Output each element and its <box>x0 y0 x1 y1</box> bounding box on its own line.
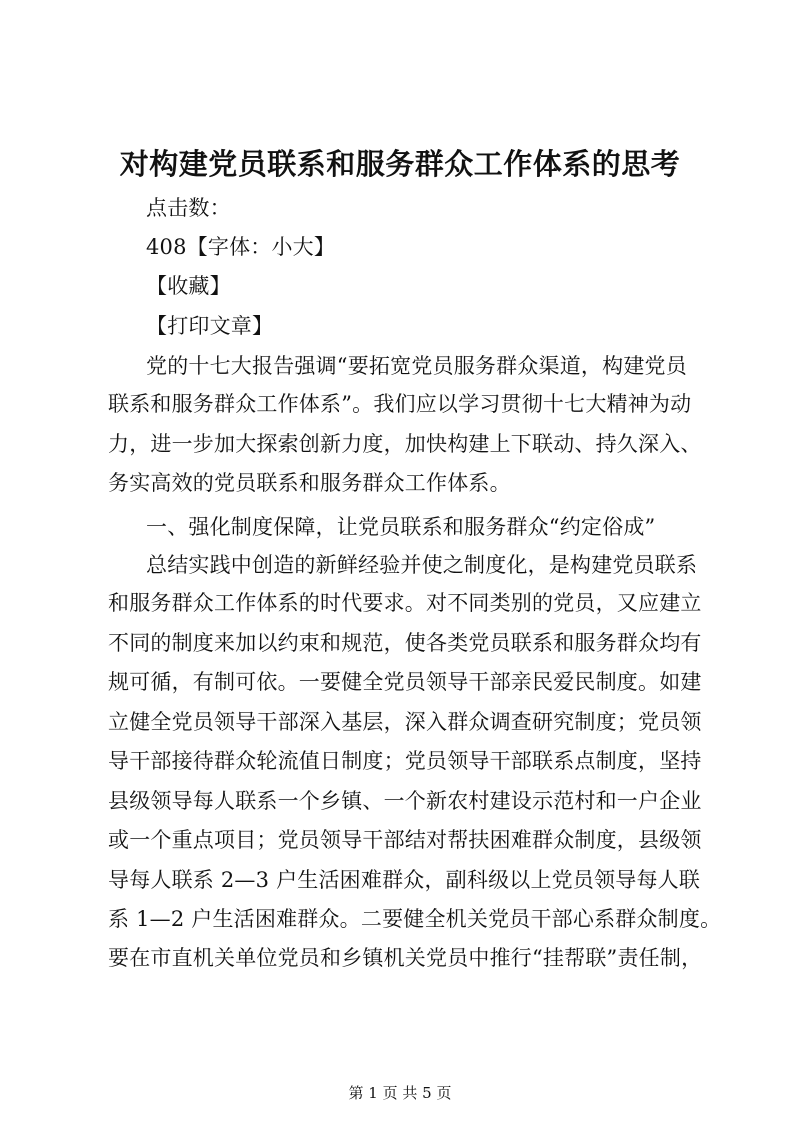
body-line-12: 县级领导每人联系一个乡镇、一个新农村建设示范村和一户企业 <box>108 789 702 813</box>
document-title: 对构建党员联系和服务群众工作体系的思考 <box>119 147 681 181</box>
body-line-10: 立健全党员领导干部深入基层，深入群众调查研究制度；党员领 <box>108 710 702 734</box>
section-heading-1: 一、强化制度保障，让党员联系和服务群众“约定俗成” <box>146 515 656 539</box>
body-line-4: 务实高效的党员联系和服务群众工作体系。 <box>108 471 511 495</box>
clicks-label: 点击数： <box>146 196 231 220</box>
body-line-16: 要在市直机关单位党员和乡镇机关党员中推行“挂帮联”责任制， <box>108 946 703 970</box>
body-line-8: 不同的制度来加以约束和规范，使各类党员联系和服务群众均有 <box>108 631 702 655</box>
body-line-2: 联系和服务群众工作体系”。我们应以学习贯彻十七大精神为动 <box>108 392 692 416</box>
favorite-link[interactable]: 【收藏】 <box>146 274 231 298</box>
print-article-link[interactable]: 【打印文章】 <box>146 314 274 338</box>
clicks-and-font-size[interactable]: 408【字体：小大】 <box>146 235 336 259</box>
body-line-11: 导干部接待群众轮流值日制度；党员领导干部联系点制度，坚持 <box>108 749 702 773</box>
body-line-3: 力，进一步加大探索创新力度，加快构建上下联动、持久深入、 <box>108 432 702 456</box>
body-line-15: 系 1—2 户生活困难群众。二要健全机关党员干部心系群众制度。 <box>108 907 722 931</box>
body-line-7: 和服务群众工作体系的时代要求。对不同类别的党员，又应建立 <box>108 591 702 615</box>
body-line-1: 党的十七大报告强调“要拓宽党员服务群众渠道，构建党员 <box>146 354 687 378</box>
body-line-14: 导每人联系 2—3 户生活困难群众，副科级以上党员领导每人联 <box>108 868 701 892</box>
body-line-13: 或一个重点项目；党员领导干部结对帮扶困难群众制度，县级领 <box>108 828 702 852</box>
page-number-footer: 第 1 页 共 5 页 <box>348 1084 452 1102</box>
body-line-9: 规可循，有制可依。一要健全党员领导干部亲民爱民制度。如建 <box>108 670 702 694</box>
body-line-6: 总结实践中创造的新鲜经验并使之制度化，是构建党员联系 <box>146 553 698 577</box>
